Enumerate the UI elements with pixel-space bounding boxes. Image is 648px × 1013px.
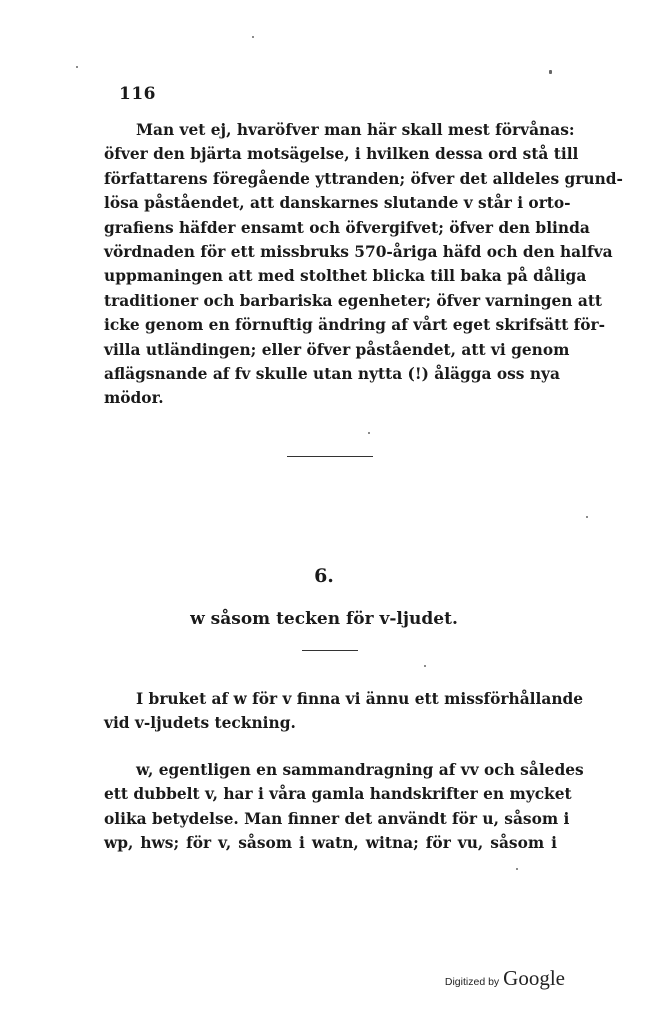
page-number: 116	[119, 84, 156, 104]
intro-paragraph	[104, 118, 623, 411]
body-paragraph	[104, 758, 584, 856]
text-line: w, egentligen en sammandragning af vv och således	[136, 761, 584, 779]
text-line: traditioner och barbariska egenheter; öfver varningen att	[104, 291, 603, 310]
text-line: Man vet ej, hvaröfver man här skall mest förvånas:	[136, 121, 575, 139]
text-line: wp, hws; för v, såsom i watn, witna; för vu, såsom i	[104, 834, 557, 853]
text-line: olika betydelse. Man finner det användt för u, såsom i	[104, 809, 570, 828]
text-line: ett dubbelt v, har i våra gamla handskrifter en mycket	[104, 785, 572, 804]
text-line: grafiens häfder ensamt och öfvergifvet; öfver den blinda	[104, 218, 590, 237]
divider-rule	[287, 456, 373, 457]
google-logo: Google	[503, 966, 565, 990]
text-line: icke genom en förnuftig ändring af vårt eget skrifsätt för-	[104, 316, 606, 335]
text-line: författarens föregående yttranden; öfver det alldeles grund-	[104, 169, 623, 188]
scan-speck	[549, 70, 552, 74]
divider-rule	[302, 650, 358, 651]
section-number: 6.	[314, 565, 334, 587]
text-line: aflägsnande af fv skulle utan nytta (!) ålägga oss nya	[104, 365, 560, 384]
text-line: lösa påståendet, att danskarnes slutande v står i orto-	[104, 194, 571, 213]
scan-speck	[424, 665, 426, 667]
section-heading: w såsom tecken för v-ljudet.	[190, 609, 458, 629]
text-line: mödor.	[104, 389, 164, 408]
text-line: uppmaningen att med stolthet blicka till baka på dåliga	[104, 267, 587, 286]
body-paragraph	[104, 687, 584, 736]
digitized-by-google-mark	[445, 966, 565, 991]
scan-speck	[368, 432, 370, 434]
text-line: I bruket af w för v finna vi ännu ett missförhållande	[136, 690, 584, 708]
text-line: öfver den bjärta motsägelse, i hvilken dessa ord stå till	[104, 145, 579, 164]
text-line: vördnaden för ett missbruks 570-åriga häfd och den halfva	[104, 243, 613, 262]
scan-speck	[76, 66, 78, 68]
scan-speck	[252, 36, 254, 38]
digitized-label: Digitized by	[444, 976, 500, 988]
scan-speck	[586, 516, 588, 518]
text-line: vid v-ljudets teckning.	[104, 714, 296, 733]
scan-speck	[516, 868, 518, 870]
text-line: villa utländingen; eller öfver påståendet, att vi genom	[104, 340, 570, 359]
